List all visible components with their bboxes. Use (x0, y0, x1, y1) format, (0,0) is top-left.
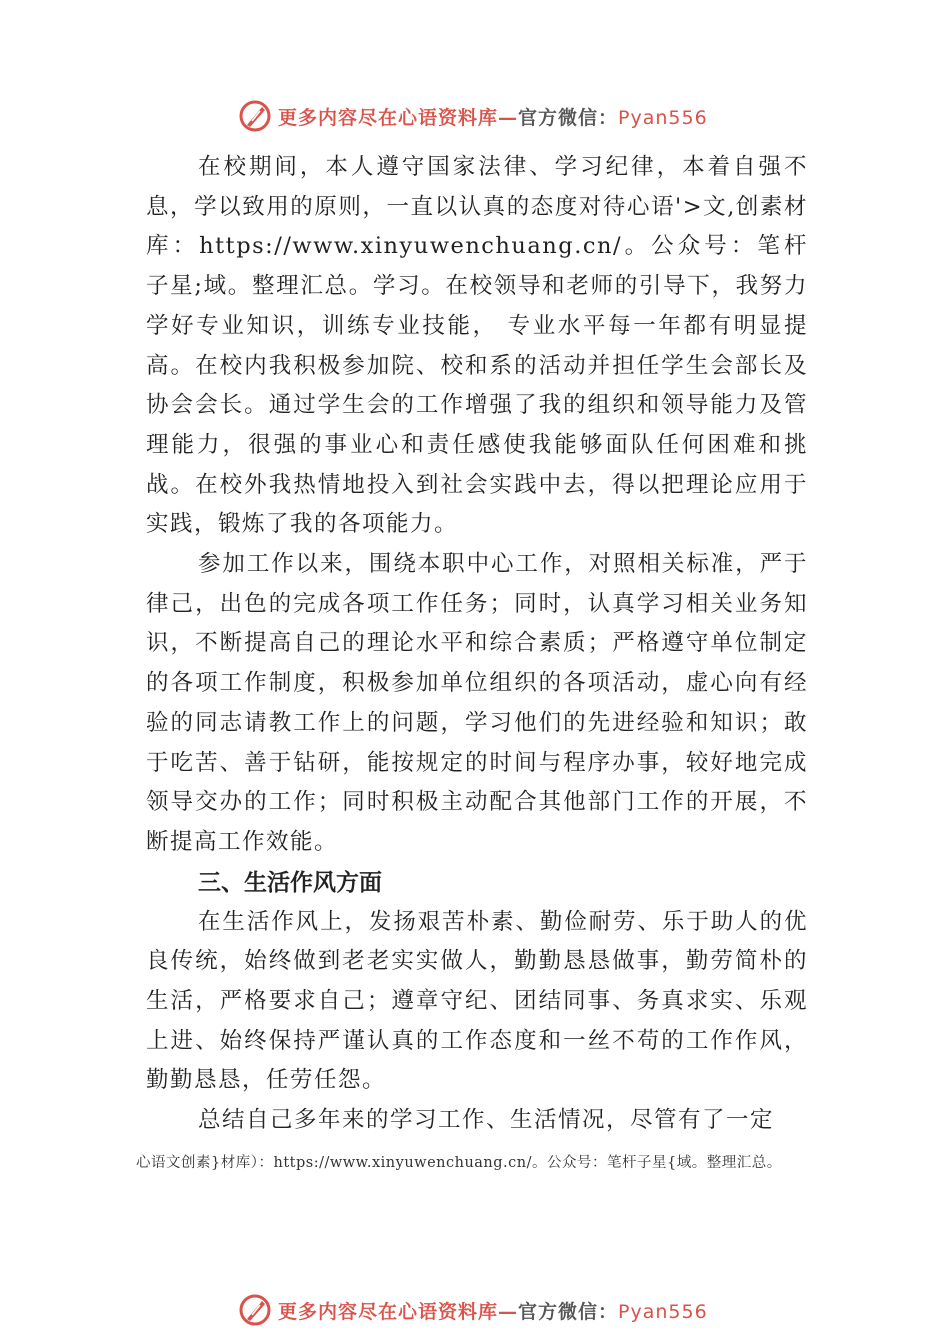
banner-slogan: 更多内容尽在心语资料库 (278, 106, 499, 129)
banner-wechat-label: 官方微信： (518, 1300, 619, 1323)
banner-handle: Pyan556 (618, 1300, 708, 1323)
banner-text (278, 103, 708, 130)
paragraph-summary: 总结自己多年来的学习工作、生活情况，尽管有了一定 (198, 1107, 775, 1134)
quill-pen-logo-icon (238, 99, 272, 133)
header-banner (238, 96, 708, 136)
document-body (146, 148, 808, 1141)
quill-pen-logo-icon (238, 1293, 272, 1327)
section-heading-life-style: 三、生活作风方面 (198, 869, 382, 896)
banner-dash: — (498, 106, 519, 129)
banner-wechat-label: 官方微信： (518, 106, 619, 129)
paragraph-life-style: 在生活作风上，发扬艰苦朴素、勤俭耐劳、乐于助人的优良传统，始终做到老老实实做人，勤勤恳恳做事，勤劳简朴的生活，严格要求自己；遵章守纪、团结同事、务真求实、乐观上进、始终保持严谨认真的工作态度和一丝不苟的工作作风，勤勤恳恳，任劳任怨。 (146, 908, 808, 1094)
footer-banner (238, 1290, 708, 1330)
footer-source-note: 心语文创素}材库）：https://www.xinyuwenchuang.cn/。公众号：笔杆子星{域。整理汇总。 (136, 1155, 782, 1171)
banner-text (278, 1297, 708, 1324)
paragraph-school-period: 在校期间，本人遵守国家法律、学习纪律，本着自强不息，学以致用的原则，一直以认真的态度对待心语'>文,创素材库：https://www.xinyuwenchuang.cn/。公众号：笔杆子星;域。整理汇总。学习。在校领导和老师的引导下，我努力学好专业知识，训练专业技能， 专业水平每一年都有明显提高。在校内我积极参加院、校和系的活动并担任学生会部长及协会会长。通过学生会的工作增强了我的组织和领导能力及管理能力，很强的事业心和责任感使我能够面队任何困难和挑战。在校外我热情地投入到社会实践中去，得以把理论应用于实践，锻炼了我的各项能力。 (146, 154, 808, 538)
paragraph-work-period: 参加工作以来，围绕本职中心工作，对照相关标准，严于律己，出色的完成各项工作任务；同时，认真学习相关业务知识，不断提高自己的理论水平和综合素质；严格遵守单位制定的各项工作制度，积极参加单位组织的各项活动，虚心向有经验的同志请教工作上的问题，学习他们的先进经验和知识；敢于吃苦、善于钻研，能按规定的时间与程序办事，较好地完成领导交办的工作；同时积极主动配合其他部门工作的开展，不断提高工作效能。 (146, 551, 808, 855)
banner-handle: Pyan556 (618, 106, 708, 129)
banner-slogan: 更多内容尽在心语资料库 (278, 1300, 499, 1323)
banner-dash: — (498, 1300, 519, 1323)
